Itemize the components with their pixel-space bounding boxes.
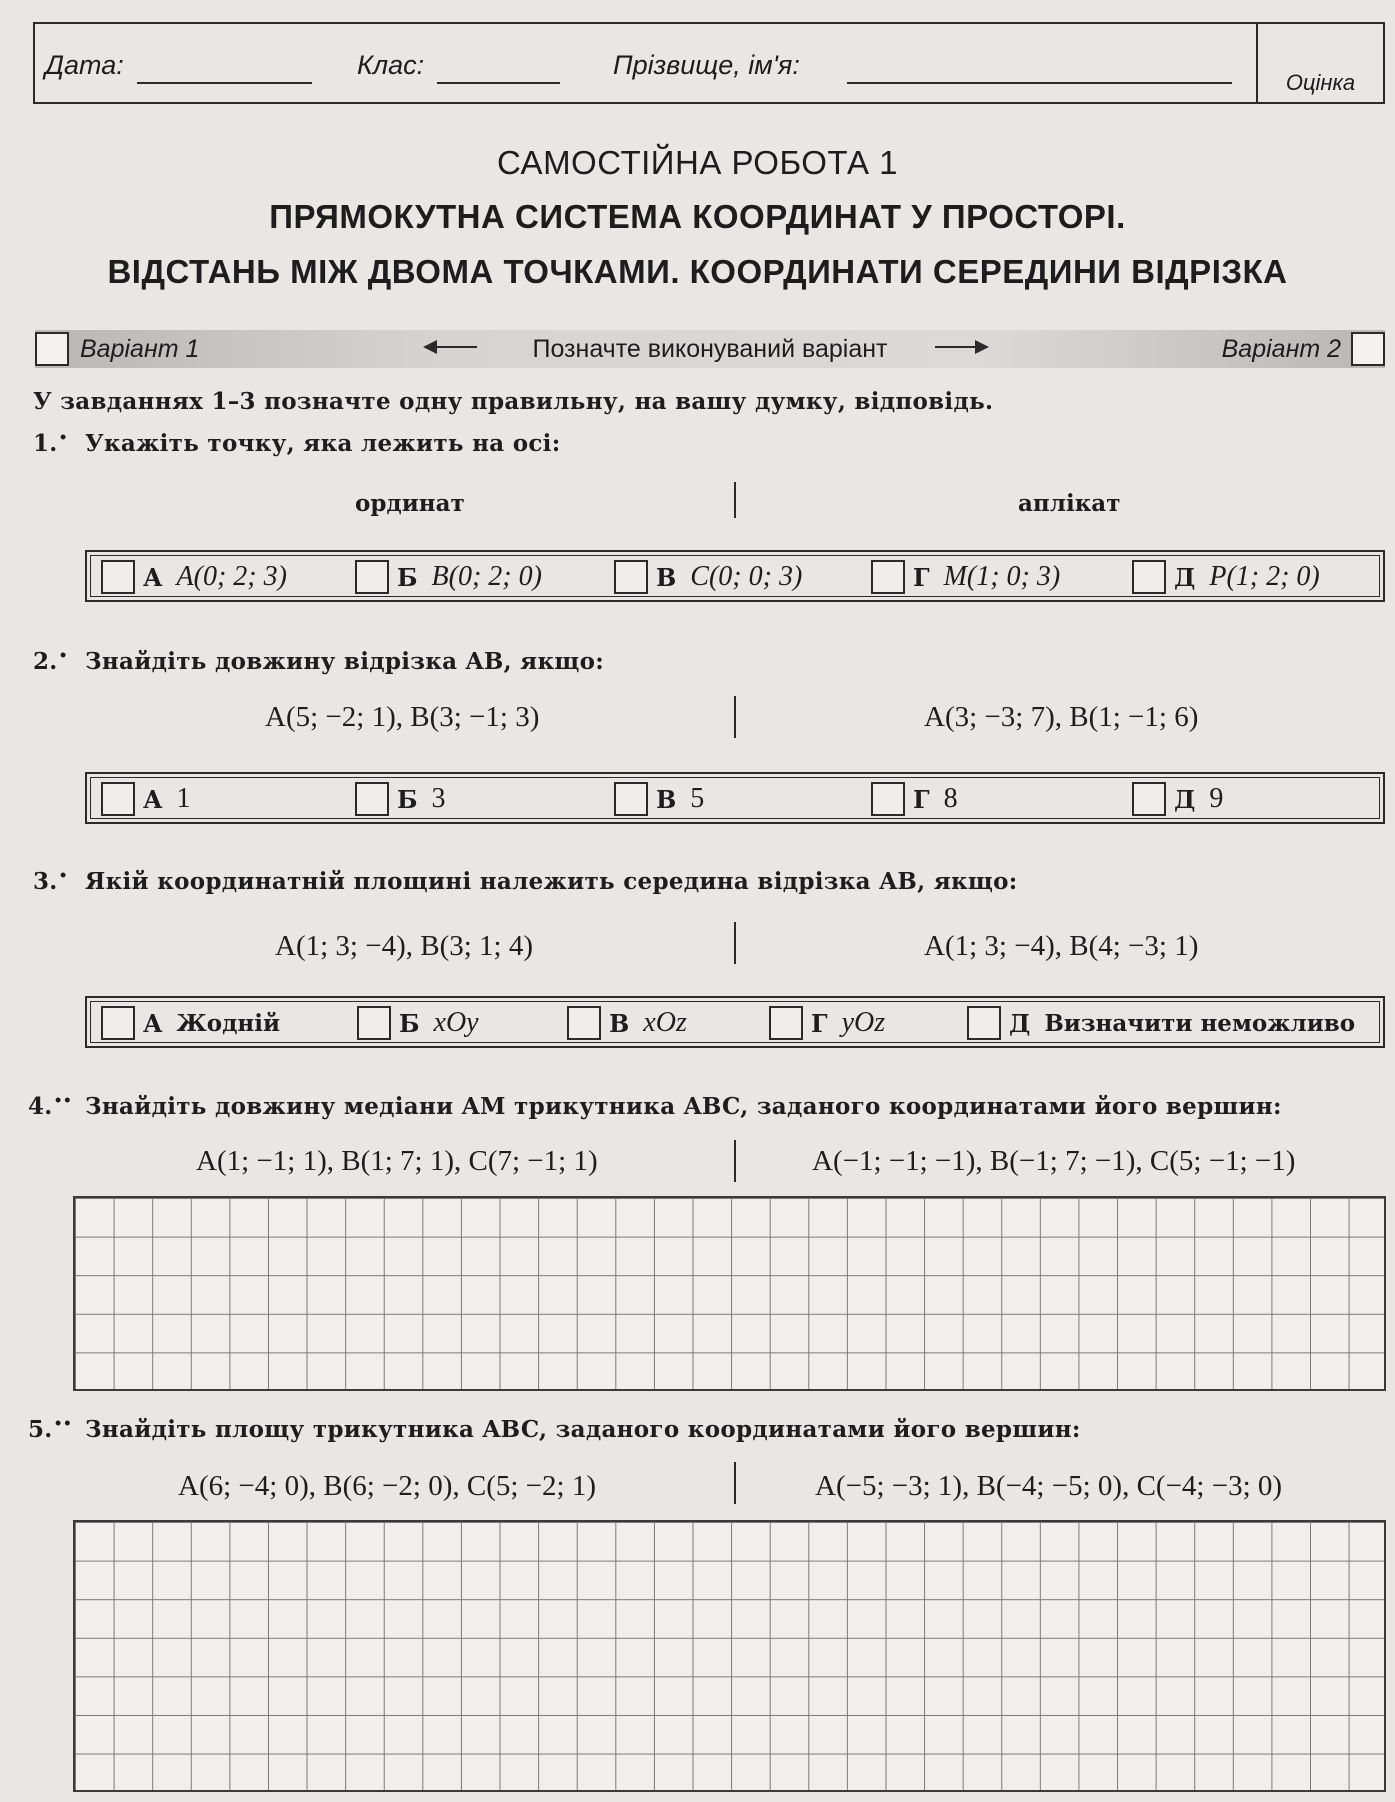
task4-right-condition: A(−1; −1; −1), B(−1; 7; −1), C(5; −1; −1) (812, 1145, 1296, 1177)
task3-option-c[interactable]: В xOz (567, 1005, 687, 1041)
task5-question: 5.•• Знайдіть площу трикутника ABC, заданого координатами його вершин: (28, 1416, 1081, 1443)
task1-option-c[interactable]: В C(0; 0; 3) (614, 559, 802, 595)
class-field[interactable] (437, 82, 560, 84)
checkbox[interactable] (101, 560, 135, 594)
task3-option-a[interactable]: А Жодній (101, 1005, 280, 1041)
task1-answers (85, 550, 1385, 602)
task3-right-condition: A(1; 3; −4), B(4; −3; 1) (924, 930, 1199, 962)
task1-text: Укажіть точку, яка лежить на осі: (85, 430, 561, 457)
task3-answers (85, 996, 1385, 1048)
name-label: Прізвище, ім'я: (613, 50, 800, 80)
checkbox[interactable] (871, 782, 905, 816)
variant2-checkbox[interactable] (1351, 332, 1385, 366)
class-label: Клас: (357, 50, 425, 80)
task3-question: 3.• Якій координатній площині належить середина відрізка AB, якщо: (33, 868, 1018, 895)
task5-answer-grid[interactable] (73, 1520, 1386, 1792)
checkbox[interactable] (967, 1006, 1001, 1040)
variant-divider (734, 696, 736, 738)
task4-question: 4.•• Знайдіть довжину медіани AM трикутника ABC, заданого координатами його вершин: (28, 1093, 1282, 1120)
topic-title-line2: ВІДСТАНЬ МІЖ ДВОМА ТОЧКАМИ. КООРДИНАТИ СЕРЕДИНИ ВІДРІЗКА (107, 253, 1288, 290)
task2-option-a[interactable]: А 1 (101, 781, 191, 817)
checkbox[interactable] (355, 560, 389, 594)
checkbox[interactable] (355, 782, 389, 816)
task2-answers (85, 772, 1385, 824)
header-box (33, 22, 1385, 104)
date-label: Дата: (45, 50, 124, 80)
task2-option-c[interactable]: В 5 (614, 781, 704, 817)
checkbox[interactable] (614, 782, 648, 816)
variant-divider (734, 482, 736, 518)
variant-hint: Позначте виконуваний варіант (532, 335, 888, 363)
task3-left-condition: A(1; 3; −4), B(3; 1; 4) (275, 930, 533, 962)
task2-left-condition: A(5; −2; 1), B(3; −1; 3) (265, 701, 540, 733)
date-field[interactable] (137, 82, 312, 84)
checkbox[interactable] (769, 1006, 803, 1040)
instruction: У завданнях 1–3 позначте одну правильну, на вашу думку, відповідь. (33, 388, 994, 415)
grade-label: Оцінка (1285, 70, 1356, 95)
variant-divider (734, 922, 736, 964)
task5-left-condition: A(6; −4; 0), B(6; −2; 0), C(5; −2; 1) (178, 1470, 596, 1502)
task1-option-a[interactable]: А A(0; 2; 3) (101, 559, 287, 595)
task3-option-b[interactable]: Б xOy (357, 1005, 479, 1041)
task2-right-condition: A(3; −3; 7), B(1; −1; 6) (924, 701, 1199, 733)
task5-text: Знайдіть площу трикутника ABC, заданого координатами його вершин: (85, 1416, 1081, 1443)
name-field[interactable] (847, 82, 1232, 84)
variant1-label: Варіант 1 (80, 335, 200, 363)
checkbox[interactable] (101, 1006, 135, 1040)
task2-option-b[interactable]: Б 3 (355, 781, 446, 817)
variant-bar (35, 330, 1385, 368)
grade-cell[interactable] (1256, 24, 1383, 102)
work-title: САМОСТІЙНА РОБОТА 1 (496, 144, 899, 181)
checkbox[interactable] (871, 560, 905, 594)
topic-title-line1: ПРЯМОКУТНА СИСТЕМА КООРДИНАТ У ПРОСТОРІ. (269, 198, 1126, 235)
task4-answer-grid[interactable] (73, 1196, 1386, 1391)
task3-text: Якій координатній площині належить середина відрізка AB, якщо: (85, 868, 1018, 895)
checkbox[interactable] (1132, 560, 1166, 594)
task3-option-e[interactable]: Д Визначити неможливо (967, 1005, 1355, 1041)
task1-left-condition: ординат (355, 490, 465, 517)
checkbox[interactable] (1132, 782, 1166, 816)
checkbox[interactable] (614, 560, 648, 594)
task2-text: Знайдіть довжину відрізка AB, якщо: (85, 648, 605, 675)
task4-left-condition: A(1; −1; 1), B(1; 7; 1), C(7; −1; 1) (196, 1145, 598, 1177)
checkbox[interactable] (357, 1006, 391, 1040)
task1-right-condition: аплікат (1018, 490, 1121, 517)
task2-option-d[interactable]: Г 8 (871, 781, 958, 817)
task4-text: Знайдіть довжину медіани AM трикутника ABC, заданого координатами його вершин: (85, 1093, 1282, 1120)
checkbox[interactable] (567, 1006, 601, 1040)
arrow-right-icon (935, 346, 987, 348)
task1-option-b[interactable]: Б B(0; 2; 0) (355, 559, 542, 595)
task1-option-e[interactable]: Д P(1; 2; 0) (1132, 559, 1320, 595)
task2-question: 2.• Знайдіть довжину відрізка AB, якщо: (33, 648, 605, 675)
variant2-label: Варіант 2 (1221, 335, 1341, 363)
variant-divider (734, 1140, 736, 1182)
checkbox[interactable] (101, 782, 135, 816)
task5-right-condition: A(−5; −3; 1), B(−4; −5; 0), C(−4; −3; 0) (815, 1470, 1283, 1502)
task2-option-e[interactable]: Д 9 (1132, 781, 1223, 817)
task1-question: 1.• Укажіть точку, яка лежить на осі: (33, 430, 561, 457)
task1-option-d[interactable]: Г M(1; 0; 3) (871, 559, 1060, 595)
task3-option-d[interactable]: Г yOz (769, 1005, 885, 1041)
variant-divider (734, 1462, 736, 1504)
